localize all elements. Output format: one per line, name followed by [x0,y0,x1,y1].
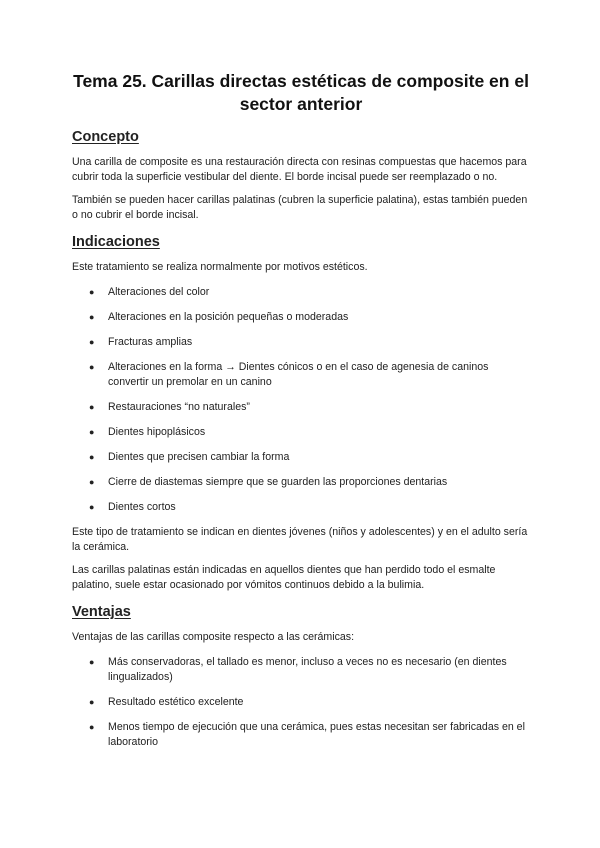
bullet-icon: ● [89,362,95,372]
list-item-text: Fracturas amplias [108,336,193,348]
list-item-text: Cierre de diastemas siempre que se guarden las proporciones dentarias [108,476,448,488]
bullet-icon: ● [89,337,95,347]
list-item [72,335,530,350]
bullet-icon: ● [89,452,95,462]
list-item-text: Menos tiempo de ejecución que una cerámica, pues estas necesitan ser fabricadas en el laboratorio [108,721,525,748]
list-item [72,695,530,710]
bullet-icon: ● [89,312,95,322]
document-title: Tema 25. Carillas directas estéticas de composite en el sector anterior [73,71,529,114]
bullet-icon: ● [89,502,95,512]
indicaciones-list [72,285,530,515]
bullet-icon: ● [89,402,95,412]
list-item-text: Dientes hipoplásicos [108,426,206,438]
indicaciones-outro-1: Este tipo de tratamiento se indican en dientes jóvenes (niños y adolescentes) y en el adulto sería la cerámica. [72,526,528,553]
list-item [72,720,530,750]
list-item-text: Restauraciones “no naturales” [108,401,250,413]
concepto-paragraph-1: Una carilla de composite es una restauración directa con resinas compuestas que hacemos para cubrir toda la superficie vestibular del diente. El borde incisal puede ser reemplazado o no. [72,156,527,183]
bullet-icon: ● [89,477,95,487]
section-heading-ventajas: Ventajas [72,604,131,620]
list-item [72,475,530,490]
bullet-icon: ● [89,722,95,732]
concepto-paragraph-2: También se pueden hacer carillas palatinas (cubren la superficie palatina), estas también pueden o no cubrir el borde incisal. [72,194,528,221]
section-heading-concepto: Concepto [72,129,139,145]
section-heading-indicaciones: Indicaciones [72,234,160,250]
list-item-text: Dientes cortos [108,501,176,513]
indicaciones-outro-2: Las carillas palatinas están indicadas en aquellos dientes que han perdido todo el esmalte palatino, suele estar ocasionado por vómitos continuos debido a la bulimia. [72,564,496,591]
list-item [72,360,530,390]
list-item [72,400,530,415]
bullet-icon: ● [89,697,95,707]
list-item [72,500,530,515]
list-item [72,425,530,440]
bullet-icon: ● [89,287,95,297]
list-item-text: Resultado estético excelente [108,696,244,708]
ventajas-intro: Ventajas de las carillas composite respecto a las cerámicas: [72,631,355,643]
bullet-icon: ● [89,657,95,667]
list-item [72,655,530,685]
indicaciones-intro: Este tratamiento se realiza normalmente por motivos estéticos. [72,261,368,273]
ventajas-list [72,655,530,750]
list-item [72,285,530,300]
list-item-text: Alteraciones del color [108,286,210,298]
bullet-icon: ● [89,427,95,437]
list-item-text: Alteraciones en la forma → Dientes cónicos o en el caso de agenesia de caninos convertir un premolar en un canino [108,361,489,388]
list-item-text: Alteraciones en la posición pequeñas o moderadas [108,311,349,323]
list-item-text: Más conservadoras, el tallado es menor, incluso a veces no es necesario (en dientes lingualizados) [108,656,507,683]
list-item [72,450,530,465]
list-item [72,310,530,325]
list-item-text: Dientes que precisen cambiar la forma [108,451,290,463]
